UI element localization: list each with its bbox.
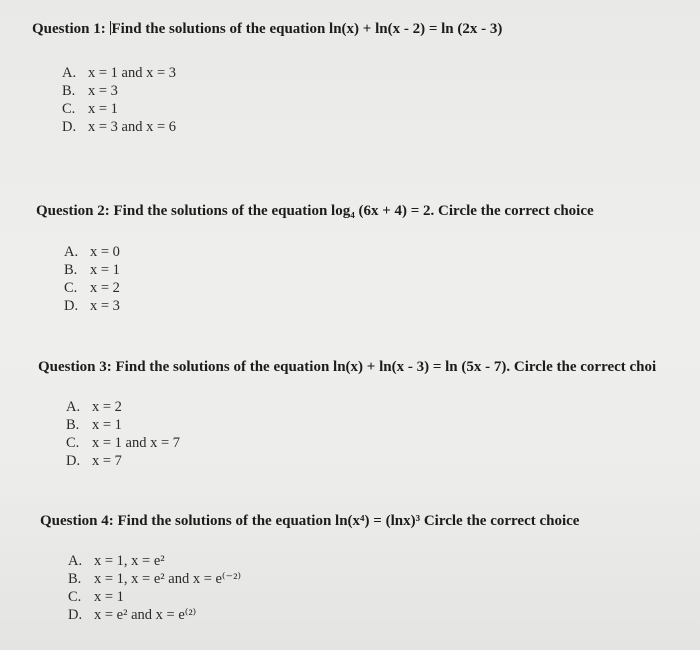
question-1-text: Find the solutions of the equation ln(x) + ln(x - 2) = ln (2x - 3) xyxy=(111,21,503,37)
choice-text: x = 1 and x = 7 xyxy=(92,435,181,451)
question-1-choices xyxy=(62,64,176,136)
choice-text: x = 1, x = e² xyxy=(94,553,165,569)
question-3-label: Question 3: xyxy=(38,359,112,375)
choice-1b[interactable] xyxy=(62,82,176,100)
question-2-text: Find the solutions of the equation log₄ (6x + 4) = 2. Circle the correct choice xyxy=(113,203,594,219)
choice-letter: C. xyxy=(62,101,76,117)
choice-letter: B. xyxy=(66,417,80,433)
choice-letter: D. xyxy=(68,607,83,623)
question-3-text: Find the solutions of the equation ln(x) + ln(x - 3) = ln (5x - 7). Circle the correct choi xyxy=(115,359,657,375)
choice-letter: A. xyxy=(64,244,79,260)
choice-letter: B. xyxy=(62,83,76,99)
choice-letter: D. xyxy=(64,298,79,314)
choice-text: x = 2 xyxy=(90,280,120,296)
choice-text: x = 2 xyxy=(92,399,122,415)
choice-letter: B. xyxy=(64,262,78,278)
choice-2b[interactable] xyxy=(64,261,120,279)
choice-3c[interactable] xyxy=(66,434,180,452)
choice-text: x = 1 xyxy=(88,101,118,117)
choice-1a[interactable] xyxy=(62,64,176,82)
choice-text: x = 1 xyxy=(94,589,124,605)
question-4-choices xyxy=(68,552,241,624)
question-4-label: Question 4: xyxy=(40,513,114,529)
question-1-label: Question 1: xyxy=(32,21,106,37)
choice-letter: D. xyxy=(66,453,81,469)
question-2-label: Question 2: xyxy=(36,203,110,219)
choice-text: x = 7 xyxy=(92,453,122,469)
choice-3a[interactable] xyxy=(66,398,180,416)
choice-4a[interactable] xyxy=(68,552,241,570)
question-3-choices xyxy=(66,398,180,470)
choice-text: x = 3 and x = 6 xyxy=(88,119,177,135)
choice-text: x = 1 and x = 3 xyxy=(88,65,177,81)
choice-letter: A. xyxy=(66,399,81,415)
choice-2c[interactable] xyxy=(64,279,120,297)
question-2-heading xyxy=(36,203,594,220)
choice-letter: D. xyxy=(62,119,77,135)
choice-4b[interactable] xyxy=(68,570,241,588)
choice-text: x = 1 xyxy=(92,417,122,433)
choice-text: x = 3 xyxy=(90,298,120,314)
question-4-heading xyxy=(40,513,579,530)
choice-text: x = 1 xyxy=(90,262,120,278)
question-3-heading xyxy=(38,359,656,376)
choice-2d[interactable] xyxy=(64,297,120,315)
choice-letter: A. xyxy=(62,65,77,81)
question-2-choices xyxy=(64,243,120,315)
choice-4d[interactable] xyxy=(68,606,241,624)
choice-text: x = 1, x = e² and x = e⁽⁻²⁾ xyxy=(94,571,242,587)
choice-letter: C. xyxy=(68,589,82,605)
choice-1d[interactable] xyxy=(62,118,176,136)
choice-text: x = 3 xyxy=(88,83,118,99)
choice-3d[interactable] xyxy=(66,452,180,470)
choice-letter: C. xyxy=(66,435,80,451)
question-4-text: Find the solutions of the equation ln(x⁴) = (lnx)³ Circle the correct choice xyxy=(117,513,580,529)
choice-4c[interactable] xyxy=(68,588,241,606)
choice-2a[interactable] xyxy=(64,243,120,261)
choice-1c[interactable] xyxy=(62,100,176,118)
choice-text: x = e² and x = e⁽²⁾ xyxy=(94,607,197,623)
choice-letter: A. xyxy=(68,553,83,569)
choice-letter: B. xyxy=(68,571,82,587)
choice-3b[interactable] xyxy=(66,416,180,434)
choice-letter: C. xyxy=(64,280,78,296)
text-cursor xyxy=(110,21,111,35)
choice-text: x = 0 xyxy=(90,244,120,260)
question-1-heading xyxy=(32,21,502,38)
